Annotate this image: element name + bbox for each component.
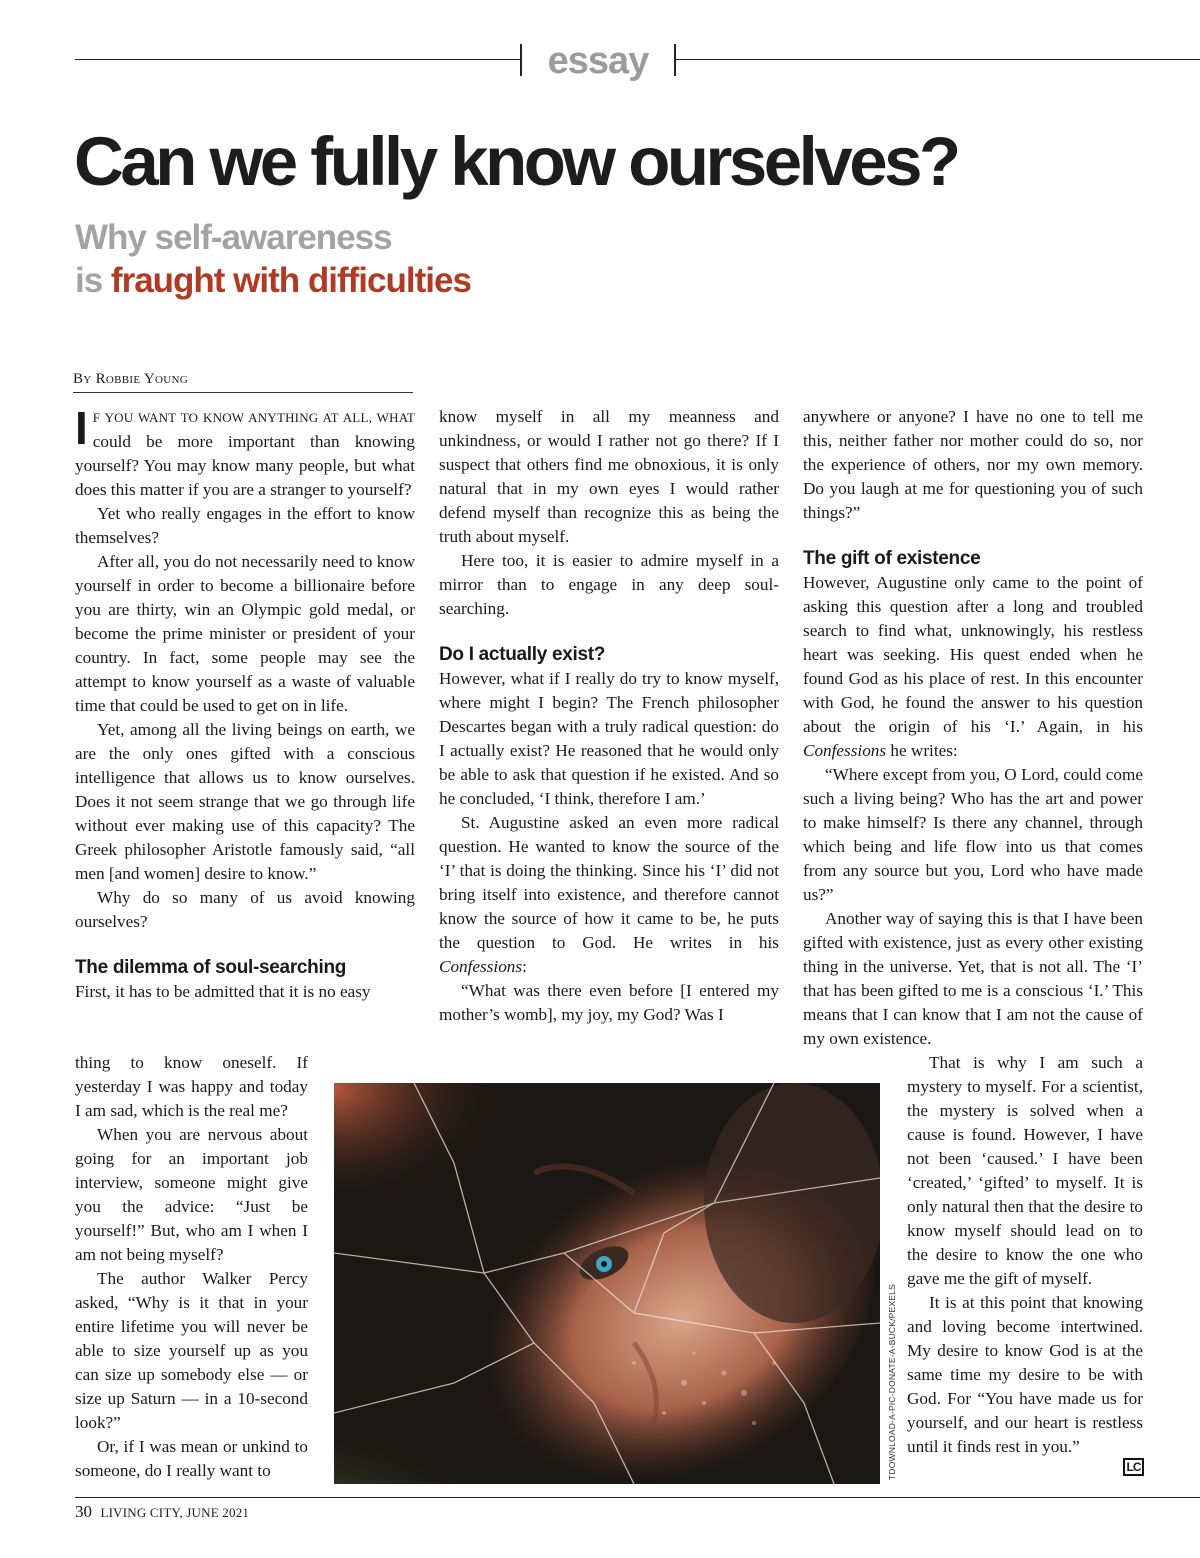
publication-line: LIVING CITY, JUNE 2021 (100, 1505, 250, 1520)
paragraph: The author Walker Percy asked, “Why is it that in your entire lifetime you will never be able to size yourself up as you can size up somebody else — or size up Saturn — in a 10-second look?” (75, 1269, 308, 1432)
column-1 (75, 402, 415, 1004)
paragraph (439, 811, 779, 979)
deck-line-2-red: fraught with difficulties (110, 261, 471, 300)
lead-paragraph-rest: could be more important than knowing yourself? You may know many people, but what does this matter if you are a stranger to yourself? (75, 432, 415, 499)
book-title: Confessions (803, 741, 887, 760)
deck-line-1: Why self-awareness (75, 218, 392, 257)
headline: Can we fully know ourselves? (74, 123, 958, 200)
footer-rule (75, 1497, 1200, 1498)
paragraph: After all, you do not necessarily need to know yourself in order to become a billionaire before you are thirty, win an Olympic gold medal, or become the prime minister or president of your country. In fact, some people may see the attempt to know yourself as a waste of valuable time that could be used to get on in life. (75, 552, 415, 715)
paragraph-text: he writes: (886, 741, 958, 760)
end-mark: LC (1123, 1458, 1144, 1476)
page-number: 30 (75, 1502, 92, 1521)
paragraph: Here too, it is easier to admire myself in a mirror than to engage in any deep soul-searching. (439, 551, 779, 618)
paragraph: First, it has to be admitted that it is no easy (75, 982, 371, 1001)
deck (75, 216, 775, 302)
book-title: Confessions (439, 957, 523, 976)
paragraph: However, what if I really do try to know myself, where might I begin? The French philosopher Descartes began with a truly radical question: do I actually exist? He reasoned that he would only be able to ask that question if he existed. And so he concluded, ‘I think, therefore I am.’ (439, 669, 779, 808)
subhead-gift: The gift of existence (803, 548, 981, 569)
paragraph: Another way of saying this is that I have been gifted with existence, just as every other existing thing in the universe. Yet, that is not all. The ‘I’ that has been gifted to me is a conscious ‘I.’ This means that I can know that I am not the cause of my own existence. (803, 909, 1143, 1048)
deck-line-2-grey: is (75, 261, 111, 300)
lead-paragraph (75, 402, 415, 502)
photo-credit (885, 1284, 899, 1480)
column-3-continued (907, 1051, 1143, 1459)
paragraph: Or, if I was mean or unkind to someone, do I really want to (75, 1437, 308, 1480)
deck-line-2 (75, 259, 775, 302)
paragraph-text: : (522, 957, 527, 976)
section-rule-right (674, 59, 1200, 60)
folio (75, 1502, 249, 1522)
paragraph: know myself in all my meanness and unkindness, or would I rather not go there? If I suspect that others find me obnoxious, it is only natural that in my own eyes I would rather defend myself than recognize this as being the truth about myself. (439, 407, 779, 546)
paragraph (803, 571, 1143, 763)
paragraph-text: However, Augustine only came to the point of asking this question after a long and troubled search to find what, unknowingly, his restless heart was seeking. His quest ended when he found God as his place of rest. In this encounter with God, he found the answer to his question about the origin of his ‘I.’ Again, in his (803, 573, 1143, 736)
paragraph: Yet who really engages in the effort to know themselves? (75, 504, 415, 547)
section-rule-left (75, 59, 520, 60)
section-tick-right (674, 44, 676, 76)
subhead-exist: Do I actually exist? (439, 644, 606, 665)
column-2 (439, 405, 779, 1027)
drop-cap: I (75, 402, 88, 454)
paragraph: That is why I am such a mystery to myself. For a scientist, the mystery is solved when a cause is found. However, I have not been ‘caused.’ I have been ‘created,’ ‘gifted’ to myself. It is only natural then that the desire to know myself should lead on to the desire to know the one who gave me the gift of myself. (907, 1053, 1143, 1288)
paragraph: When you are nervous about going for an important job interview, someone might give you the advice: “Just be yourself!” But, who am I when I am not being myself? (75, 1125, 308, 1264)
paragraph-text: St. Augustine asked an even more radical question. He wanted to know the source of the ‘I’ that is doing the thinking. Since his ‘I’ did not bring itself into existence, and therefore cannot know the source of how it came to be, he puts the question to God. He writes in his (439, 813, 779, 952)
byline: By Robbie Young (73, 371, 413, 393)
section-tick-left (520, 44, 522, 76)
paragraph: anywhere or anyone? I have no one to tell me this, neither father nor mother could do so, nor the experience of others, nor my own memory. Do you laugh at me for questioning you of such things?” (803, 407, 1143, 522)
paragraph: It is at this point that knowing and loving become intertwined. My desire to know God is at the same time my desire to be with God. For “You have made us for yourself, and our heart is restless until it finds rest in you.” (907, 1293, 1143, 1456)
column-3 (803, 405, 1143, 1051)
paragraph: thing to know oneself. If yesterday I was happy and today I am sad, which is the real me? (75, 1053, 308, 1120)
paragraph: Why do so many of us avoid knowing ourselves? (75, 888, 415, 931)
subhead-dilemma: The dilemma of soul-searching (75, 957, 347, 978)
quote-paragraph: “Where except from you, O Lord, could come such a living being? Who has the art and power to make himself? Is there any channel, through which being and life flow into us that comes from any source but you, Lord who have made us?” (803, 765, 1143, 904)
quote-paragraph: “What was there even before [I entered my mother’s womb], my joy, my God? Was I (439, 981, 779, 1024)
column-1-continued (75, 1051, 308, 1483)
mirror-reflection-face-icon (334, 1083, 880, 1484)
photo-credit-text: TDOWNLOAD-A-PIC-DONATE-A-BUCK/PEXELS (887, 1284, 897, 1480)
paragraph: Yet, among all the living beings on earth, we are the only ones gifted with a conscious intelligence that allows us to know ourselves. Does it not seem strange that we go through life without ever making use of this capacity? The Greek philosopher Aristotle famously said, “all men [and women] desire to know.” (75, 720, 415, 883)
section-label: essay (547, 40, 649, 82)
lead-caps: F YOU WANT TO KNOW ANYTHING AT ALL, WHAT (92, 410, 415, 425)
mirror-reflection-photo (334, 1083, 880, 1484)
